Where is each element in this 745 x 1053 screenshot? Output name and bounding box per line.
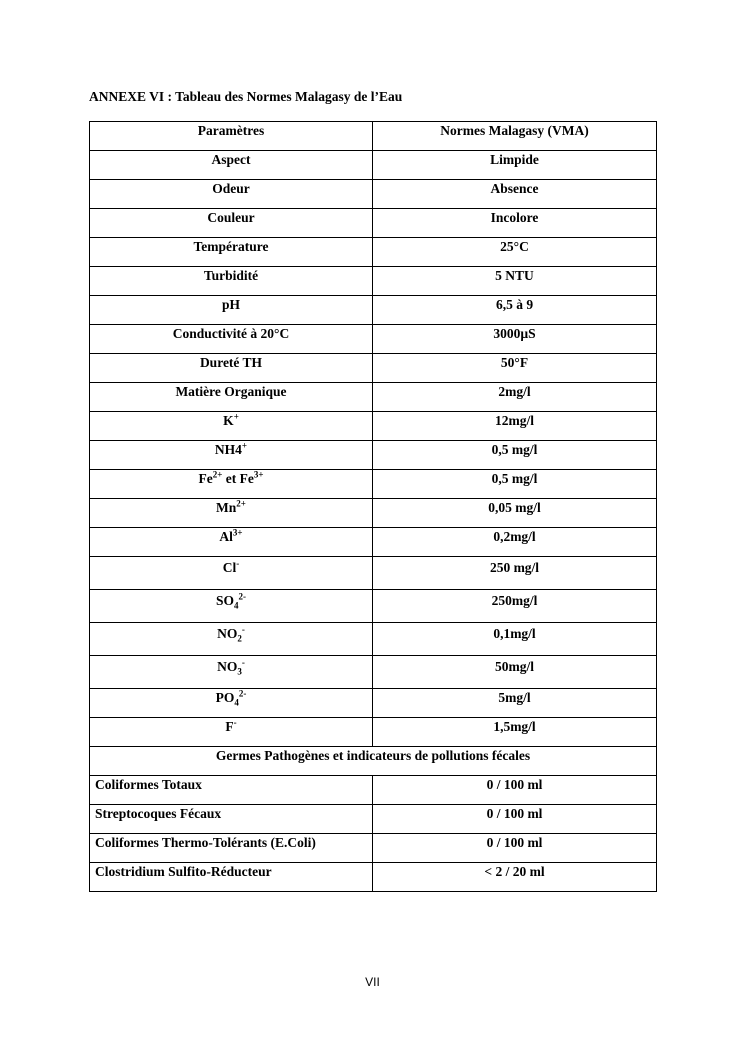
table-row — [90, 499, 657, 528]
value-cell: Incolore — [373, 209, 657, 238]
ion-symbol: Mn — [216, 500, 237, 515]
ion-connector: et Fe — [222, 471, 254, 486]
ion-charge: - — [241, 624, 245, 635]
table-row — [90, 776, 657, 805]
parameter-cell: Matière Organique — [90, 383, 373, 412]
value-cell: 5 NTU — [373, 267, 657, 296]
parameter-cell — [90, 689, 373, 718]
value-cell: 0,2mg/l — [373, 528, 657, 557]
table-row — [90, 590, 657, 623]
table-row — [90, 354, 657, 383]
page-heading: ANNEXE VI : Tableau des Normes Malagasy de l’Eau — [89, 89, 403, 104]
parameter-cell: Conductivité à 20°C — [90, 325, 373, 354]
ion-symbol: F — [225, 719, 234, 734]
value-cell: 0,05 mg/l — [373, 499, 657, 528]
value-cell: Absence — [373, 180, 657, 209]
ion-charge: - — [233, 717, 237, 728]
germ-name-cell: Clostridium Sulfito-Réducteur — [90, 863, 373, 892]
ion-symbol: NO — [217, 626, 238, 641]
ion-subscript: 3 — [237, 666, 242, 677]
parameter-cell: Turbidité — [90, 267, 373, 296]
table-row — [90, 412, 657, 441]
parameter-cell — [90, 470, 373, 499]
table-row — [90, 441, 657, 470]
value-cell: 0,1mg/l — [373, 623, 657, 656]
parameter-cell — [90, 557, 373, 590]
value-cell: 250mg/l — [373, 590, 657, 623]
table-row — [90, 718, 657, 747]
table-row — [90, 209, 657, 238]
table-row — [90, 863, 657, 892]
table-row — [90, 151, 657, 180]
ion-charge: + — [233, 411, 239, 422]
ion-symbol: NO — [217, 659, 238, 674]
value-cell: 25°C — [373, 238, 657, 267]
table-row — [90, 656, 657, 689]
norms-table — [89, 121, 657, 892]
ion-subscript: 4 — [234, 697, 239, 708]
ion-symbol: K — [223, 413, 234, 428]
value-cell: 2mg/l — [373, 383, 657, 412]
ion-subscript: 2 — [237, 633, 242, 644]
ion-charge: 2- — [238, 688, 247, 699]
table-header-row — [90, 122, 657, 151]
germ-name-cell: Coliformes Totaux — [90, 776, 373, 805]
header-parameter: Paramètres — [90, 122, 373, 151]
parameter-cell — [90, 590, 373, 623]
value-cell: 5mg/l — [373, 689, 657, 718]
table-row — [90, 689, 657, 718]
parameter-cell — [90, 528, 373, 557]
table-row — [90, 296, 657, 325]
parameter-cell: Couleur — [90, 209, 373, 238]
ion-subscript: 4 — [234, 600, 239, 611]
value-cell: 6,5 à 9 — [373, 296, 657, 325]
table-row — [90, 557, 657, 590]
ion-symbol: SO — [215, 593, 234, 608]
parameter-cell — [90, 441, 373, 470]
ion-charge: + — [241, 440, 248, 451]
table-row — [90, 805, 657, 834]
ion-charge: 3+ — [253, 469, 264, 480]
section-title-row — [90, 747, 657, 776]
parameter-cell: pH — [90, 296, 373, 325]
parameter-cell: Dureté TH — [90, 354, 373, 383]
table-row — [90, 267, 657, 296]
ion-charge: 3+ — [232, 527, 243, 538]
ion-symbol: Fe — [198, 471, 213, 486]
table-row — [90, 325, 657, 354]
value-cell: 250 mg/l — [373, 557, 657, 590]
value-cell: 0,5 mg/l — [373, 470, 657, 499]
ion-charge: 2- — [238, 591, 246, 602]
value-cell: Limpide — [373, 151, 657, 180]
value-cell: 50°F — [373, 354, 657, 383]
table-row — [90, 528, 657, 557]
section-title: Germes Pathogènes et indicateurs de pollutions fécales — [90, 747, 657, 776]
parameter-cell — [90, 656, 373, 689]
ion-symbol: Cl — [222, 560, 237, 575]
value-cell: < 2 / 20 ml — [373, 863, 657, 892]
ion-symbol: PO — [215, 690, 235, 705]
parameter-cell: Aspect — [90, 151, 373, 180]
table-row — [90, 834, 657, 863]
ion-charge: - — [241, 657, 245, 668]
ion-charge: 2+ — [236, 498, 246, 509]
table-row — [90, 180, 657, 209]
value-cell: 1,5mg/l — [373, 718, 657, 747]
ion-charge: - — [236, 558, 240, 569]
ion-symbol: NH4 — [214, 442, 242, 457]
table-row — [90, 470, 657, 499]
germ-name-cell: Streptocoques Fécaux — [90, 805, 373, 834]
table-row — [90, 238, 657, 267]
value-cell: 50mg/l — [373, 656, 657, 689]
parameter-cell: Température — [90, 238, 373, 267]
table-row — [90, 383, 657, 412]
page-number: VII — [365, 975, 380, 989]
parameter-cell — [90, 499, 373, 528]
header-norm: Normes Malagasy (VMA) — [373, 122, 657, 151]
value-cell: 3000µS — [373, 325, 657, 354]
value-cell: 0 / 100 ml — [373, 834, 657, 863]
value-cell: 0,5 mg/l — [373, 441, 657, 470]
germ-name-cell: Coliformes Thermo-Tolérants (E.Coli) — [90, 834, 373, 863]
ion-charge: 2+ — [212, 469, 223, 480]
value-cell: 0 / 100 ml — [373, 776, 657, 805]
parameter-cell — [90, 623, 373, 656]
table-row — [90, 623, 657, 656]
parameter-cell: Odeur — [90, 180, 373, 209]
parameter-cell — [90, 718, 373, 747]
ion-symbol: Al — [219, 529, 233, 544]
parameter-cell — [90, 412, 373, 441]
value-cell: 12mg/l — [373, 412, 657, 441]
value-cell: 0 / 100 ml — [373, 805, 657, 834]
